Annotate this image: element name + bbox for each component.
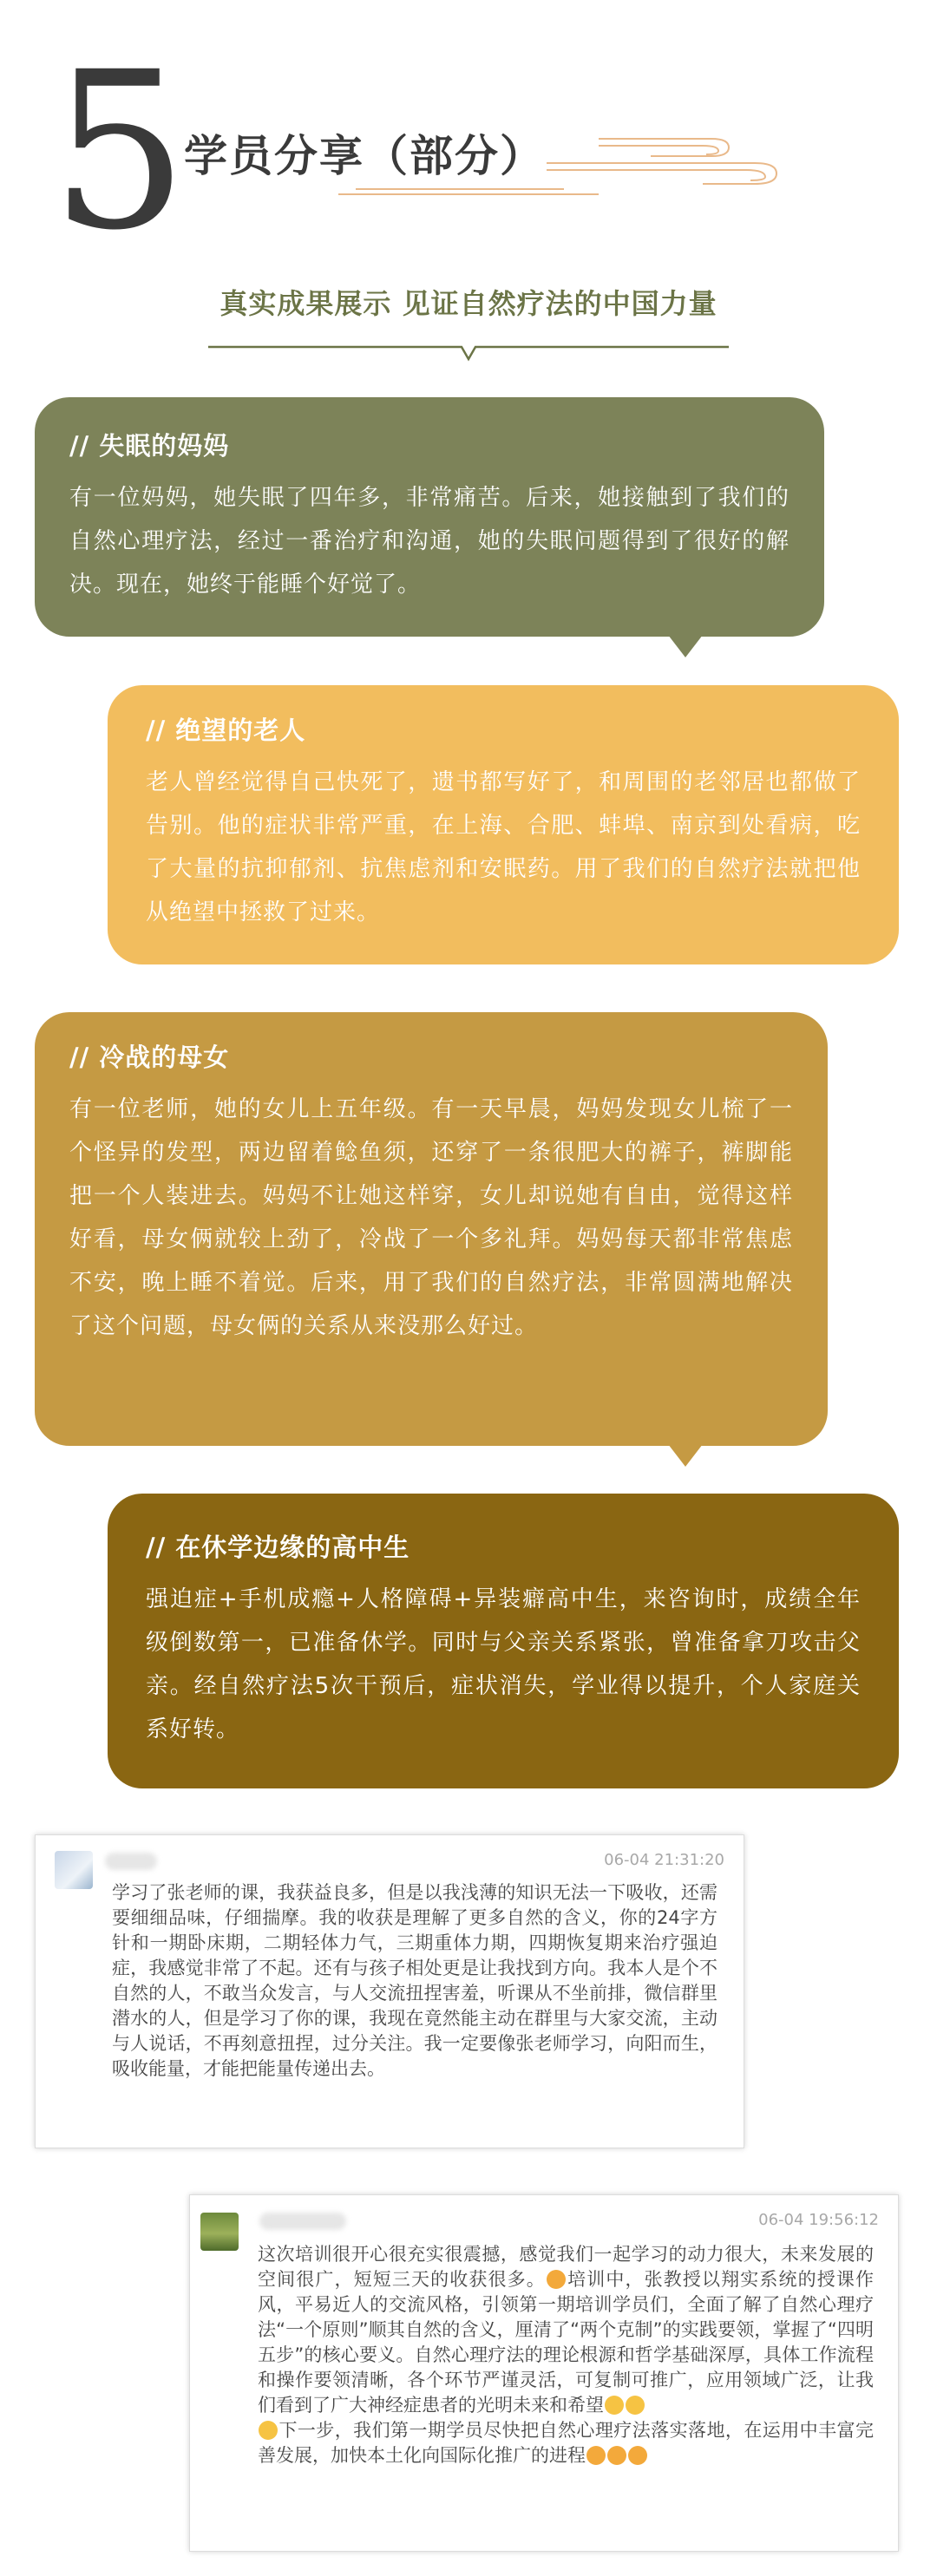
- decorative-lines: [338, 128, 790, 198]
- cheer-emoji-icon: [586, 2446, 606, 2465]
- avatar: [200, 2213, 239, 2251]
- thumbs-up-emoji-icon: [626, 2396, 645, 2415]
- story-body: 老人曾经觉得自己快死了，遗书都写好了，和周围的老邻居也都做了告别。他的症状非常严重，在上海、合肥、蚌埠、南京到处看病，吃了大量的抗抑郁剂、抗焦虑剂和安眠药。用了我们的自然疗法就把他从绝望中拯救了过来。: [146, 769, 861, 925]
- cheer-emoji-icon: [607, 2446, 626, 2465]
- story-card-high-school-student: [108, 1494, 899, 1788]
- chat-message-card: [35, 1834, 744, 2148]
- story-body: 有一位老师，她的女儿上五年级。有一天早晨，妈妈发现女儿梳了一个怪异的发型，两边留着鲶鱼须，还穿了一条很肥大的裤子，裤脚能把一个人装进去。妈妈不让她这样穿，女儿却说她有自由，觉得这样好看，母女俩就较上劲了，冷战了一个多礼拜。妈妈每天都非常焦虑不安，晚上睡不着觉。后来，用了我们的自然疗法，非常圆满地解决了这个问题，母女俩的关系从来没那么好过。: [69, 1096, 793, 1339]
- message-text-part: 这次培训很开心很充实很震撼，感觉我们一起学习的动力很大，未来发展的空间很广，短短三天的收获很多。: [258, 2244, 874, 2290]
- subtitle-underline: [208, 337, 729, 368]
- message-text: 学习了张老师的课，我获益良多，但是以我浅薄的知识无法一下吸收，还需要细细品味，仔细揣摩。我的收获是理解了更多自然的含义，你的24字方针和一期卧床期，二期轻体力气，三期重体力期，四期恢复期来治疗强迫症，我感觉非常了不起。还有与孩子相处更是让我找到方向。我本人是个不自然的人，不敢当众发言，与人交流扭捏害羞，听课从不坐前排，微信群里潜水的人，但是学习了你的课，我现在竟然能主动在群里与大家交流，主动与人说话，不再刻意扭捏，过分关注。我一定要像张老师学习，向阳而生，吸收能量，才能把能量传递出去。: [112, 1882, 717, 2079]
- avatar: [55, 1851, 93, 1889]
- blurred-username: [105, 1853, 157, 1870]
- bubble-tail: [668, 1444, 703, 1467]
- section-title: 学员分享（部分）: [184, 131, 545, 181]
- story-card-cold-war-mother-daughter: [35, 1012, 828, 1446]
- message-text-part: 培训中，张教授以翔实系统的授课作风，平易近人的交流风格，引领第一期培训学员们，全面了解了自然心理疗法“一个原则”顺其自然的含义，厘清了“两个克制”的实践要领，掌握了“四明五步”的核心要义。自然心理疗法的理论根源和哲学基础深厚，具体工作流程和操作要领清晰，各个环节严谨灵活，可复制可推广，应用领域广泛，让我们看到了广大神经症患者的光明未来和希望: [258, 2269, 875, 2416]
- story-body: 有一位妈妈，她失眠了四年多，非常痛苦。后来，她接触到了我们的自然心理疗法，经过一番治疗和沟通，她的失眠问题得到了很好的解决。现在，她终于能睡个好觉了。: [69, 485, 790, 598]
- section-number: 5: [50, 25, 189, 278]
- cheer-emoji-icon: [628, 2446, 647, 2465]
- story-body: 强迫症+手机成瘾+人格障碍+异装癖高中生，来咨询时，成绩全年级倒数第一，已准备休学。同时与父亲关系紧张，曾准备拿刀攻击父亲。经自然疗法5次干预后，症状消失，学业得以提升，个人家庭关系好转。: [146, 1586, 861, 1742]
- story-card-desperate-elder: [108, 685, 899, 964]
- smile-emoji-icon: [547, 2270, 566, 2289]
- story-title: // 绝望的老人: [146, 716, 306, 745]
- thumbs-up-emoji-icon: [605, 2396, 624, 2415]
- bubble-tail: [668, 635, 703, 657]
- message-text-part: 下一步，我们第一期学员尽快把自然心理疗法落实落地，在运用中丰富完善发展，加快本土化向国际化推广的进程: [258, 2420, 874, 2466]
- message-timestamp: 06-04 19:56:12: [758, 2211, 879, 2229]
- message-timestamp: 06-04 21:31:20: [604, 1851, 724, 1869]
- story-card-insomnia-mother: [35, 397, 824, 637]
- message-text: [258, 2242, 874, 2468]
- story-title: // 冷战的母女: [69, 1043, 230, 1072]
- story-title: // 失眠的妈妈: [69, 431, 230, 461]
- chat-message-card: [189, 2194, 899, 2552]
- blurred-username: [259, 2213, 346, 2230]
- section-subtitle: 真实成果展示 见证自然疗法的中国力量: [220, 287, 717, 320]
- thumbs-up-emoji-icon: [259, 2421, 278, 2440]
- story-title: // 在休学边缘的高中生: [146, 1533, 410, 1562]
